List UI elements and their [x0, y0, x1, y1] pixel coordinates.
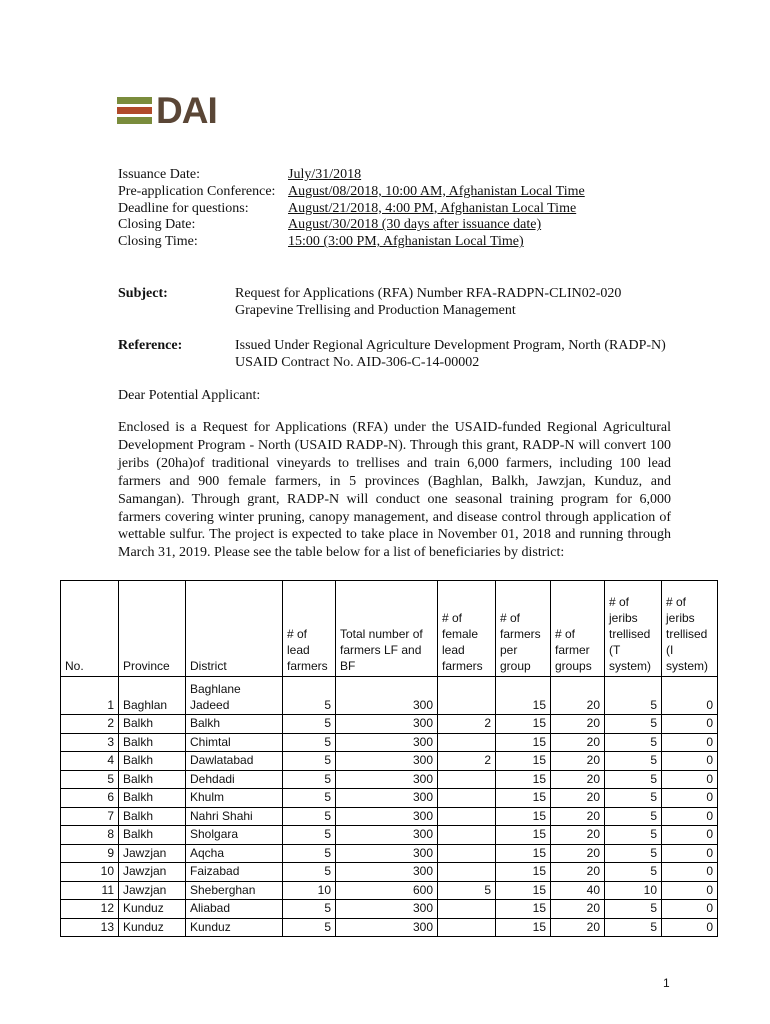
table-row [61, 826, 718, 845]
closing-date-value: August/30/2018 (30 days after issuance date) [288, 217, 542, 233]
cell-district: Nahri Shahi [186, 807, 283, 826]
cell-farmer-groups: 20 [551, 789, 605, 808]
table-row [61, 733, 718, 752]
cell-total-farmers: 300 [336, 844, 438, 863]
cell-lead-farmers: 5 [283, 918, 336, 937]
cell-no: 5 [61, 770, 119, 789]
cell-province: Balkh [119, 752, 186, 771]
header-farmer-groups: # of farmer groups [551, 581, 605, 677]
cell-jeribs-i: 0 [662, 918, 718, 937]
cell-female-lead [438, 918, 496, 937]
reference-label: Reference: [118, 338, 183, 353]
logo-bar-green-bottom [117, 117, 152, 124]
cell-farmer-groups: 40 [551, 881, 605, 900]
cell-district: Dawlatabad [186, 752, 283, 771]
cell-jeribs-i: 0 [662, 752, 718, 771]
cell-total-farmers: 300 [336, 863, 438, 882]
salutation: Dear Potential Applicant: [118, 388, 261, 403]
table-row [61, 715, 718, 734]
table-row [61, 844, 718, 863]
cell-jeribs-i: 0 [662, 844, 718, 863]
cell-lead-farmers: 5 [283, 715, 336, 734]
cell-farmers-per-group: 15 [496, 770, 551, 789]
cell-district: Faizabad [186, 863, 283, 882]
subject-label: Subject: [118, 286, 168, 301]
issuance-date-row [118, 167, 585, 184]
cell-jeribs-t: 5 [605, 918, 662, 937]
cell-district: Aqcha [186, 844, 283, 863]
cell-farmers-per-group: 15 [496, 715, 551, 734]
cell-farmers-per-group: 15 [496, 844, 551, 863]
cell-jeribs-t: 5 [605, 770, 662, 789]
issuance-date-label: Issuance Date: [118, 167, 201, 182]
cell-farmer-groups: 20 [551, 677, 605, 715]
issuance-date-value: July/31/2018 [288, 167, 362, 182]
cell-lead-farmers: 5 [283, 826, 336, 845]
body-paragraph: Enclosed is a Request for Applications (RFA) under the USAID-funded Regional Agricultural Development Program - North (USAID RADP-N). Through this grant, RADP-N will convert 100 jeribs (20ha)of traditional vineyards to trellises and train 6,000 farmers, including 100 lead farmers and 900 female farmers, in 5 provinces (Baghlan, Balkh, Jawzjan, Kunduz, and Samangan). Through grant, RADP-N will conduct one seasonal training program for 6,000 farmers covering winter pruning, canopy management, and disease control through application of wettable sulfur. The project is expected to take place in November 01, 2018 and running through March 31, 2019. Please see the table below for a list of beneficiaries by district: [118, 420, 671, 561]
header-female-lead: # of female lead farmers [438, 581, 496, 677]
cell-province: Kunduz [119, 900, 186, 919]
beneficiaries-table [60, 580, 718, 937]
table-row [61, 789, 718, 808]
cell-total-farmers: 300 [336, 770, 438, 789]
cell-jeribs-t: 10 [605, 881, 662, 900]
header-no: No. [61, 581, 119, 677]
cell-farmers-per-group: 15 [496, 752, 551, 771]
subject-text [235, 285, 621, 319]
header-total-farmers: Total number of farmers LF and BF [336, 581, 438, 677]
cell-farmer-groups: 20 [551, 770, 605, 789]
cell-lead-farmers: 5 [283, 844, 336, 863]
cell-jeribs-i: 0 [662, 863, 718, 882]
cell-jeribs-t: 5 [605, 677, 662, 715]
cell-female-lead [438, 677, 496, 715]
cell-district: Aliabad [186, 900, 283, 919]
cell-province: Balkh [119, 733, 186, 752]
cell-farmer-groups: 20 [551, 826, 605, 845]
deadline-questions-value: August/21/2018, 4:00 PM, Afghanistan Local Time [288, 200, 577, 216]
table-row [61, 677, 718, 715]
cell-jeribs-i: 0 [662, 733, 718, 752]
cell-farmers-per-group: 15 [496, 789, 551, 808]
cell-no: 11 [61, 881, 119, 900]
cell-female-lead [438, 770, 496, 789]
cell-female-lead [438, 789, 496, 808]
cell-jeribs-i: 0 [662, 900, 718, 919]
closing-date-row [118, 217, 585, 234]
cell-farmer-groups: 20 [551, 918, 605, 937]
cell-province: Jawzjan [119, 881, 186, 900]
pre-application-value: August/08/2018, 10:00 AM, Afghanistan Local Time [288, 183, 585, 199]
cell-jeribs-t: 5 [605, 863, 662, 882]
cell-district: Chimtal [186, 733, 283, 752]
cell-district: Baghlane Jadeed [186, 677, 283, 715]
subject-block [118, 285, 621, 319]
cell-lead-farmers: 5 [283, 789, 336, 808]
cell-female-lead [438, 733, 496, 752]
cell-jeribs-t: 5 [605, 789, 662, 808]
cell-jeribs-i: 0 [662, 826, 718, 845]
cell-province: Kunduz [119, 918, 186, 937]
cell-no: 9 [61, 844, 119, 863]
cell-farmer-groups: 20 [551, 752, 605, 771]
cell-jeribs-t: 5 [605, 807, 662, 826]
cell-farmers-per-group: 15 [496, 918, 551, 937]
cell-province: Balkh [119, 789, 186, 808]
cell-farmers-per-group: 15 [496, 807, 551, 826]
closing-time-row [118, 234, 585, 251]
header-district: District [186, 581, 283, 677]
cell-female-lead [438, 826, 496, 845]
cell-farmers-per-group: 15 [496, 881, 551, 900]
cell-farmers-per-group: 15 [496, 677, 551, 715]
cell-no: 6 [61, 789, 119, 808]
cell-jeribs-i: 0 [662, 881, 718, 900]
cell-no: 1 [61, 677, 119, 715]
cell-jeribs-i: 0 [662, 789, 718, 808]
cell-jeribs-t: 5 [605, 900, 662, 919]
cell-district: Sholgara [186, 826, 283, 845]
header-lead-farmers: # of lead farmers [283, 581, 336, 677]
cell-total-farmers: 300 [336, 789, 438, 808]
cell-total-farmers: 300 [336, 733, 438, 752]
table-header-row [61, 581, 718, 677]
deadline-questions-row [118, 201, 585, 218]
cell-district: Khulm [186, 789, 283, 808]
logo-bar-red [117, 107, 152, 114]
cell-total-farmers: 300 [336, 826, 438, 845]
cell-jeribs-i: 0 [662, 770, 718, 789]
cell-farmers-per-group: 15 [496, 900, 551, 919]
cell-jeribs-t: 5 [605, 733, 662, 752]
cell-lead-farmers: 10 [283, 881, 336, 900]
cell-jeribs-t: 5 [605, 826, 662, 845]
cell-total-farmers: 600 [336, 881, 438, 900]
cell-jeribs-t: 5 [605, 844, 662, 863]
cell-province: Baghlan [119, 677, 186, 715]
cell-farmers-per-group: 15 [496, 826, 551, 845]
cell-total-farmers: 300 [336, 715, 438, 734]
cell-farmers-per-group: 15 [496, 733, 551, 752]
cell-province: Balkh [119, 807, 186, 826]
cell-jeribs-i: 0 [662, 715, 718, 734]
cell-female-lead [438, 807, 496, 826]
cell-no: 7 [61, 807, 119, 826]
table-row [61, 863, 718, 882]
cell-farmer-groups: 20 [551, 844, 605, 863]
table-row [61, 770, 718, 789]
subject-line-1: Request for Applications (RFA) Number RFA-RADPN-CLIN02-020 [235, 286, 622, 301]
reference-block [118, 337, 666, 371]
cell-farmer-groups: 20 [551, 900, 605, 919]
cell-district: Balkh [186, 715, 283, 734]
header-farmers-per-group: # of farmers per group [496, 581, 551, 677]
cell-jeribs-t: 5 [605, 752, 662, 771]
cell-total-farmers: 300 [336, 918, 438, 937]
cell-lead-farmers: 5 [283, 752, 336, 771]
closing-date-label: Closing Date: [118, 217, 196, 233]
table-row [61, 807, 718, 826]
reference-line-2: USAID Contract No. AID-306-C-14-00002 [235, 355, 480, 370]
table-row [61, 918, 718, 937]
cell-no: 10 [61, 863, 119, 882]
cell-lead-farmers: 5 [283, 677, 336, 715]
page-number: 1 [663, 976, 670, 990]
cell-female-lead: 5 [438, 881, 496, 900]
cell-female-lead [438, 863, 496, 882]
header-jeribs-t: # of jeribs trellised (T system) [605, 581, 662, 677]
cell-lead-farmers: 5 [283, 807, 336, 826]
cell-total-farmers: 300 [336, 807, 438, 826]
subject-line-2: Grapevine Trellising and Production Management [235, 303, 516, 318]
cell-no: 4 [61, 752, 119, 771]
cell-no: 8 [61, 826, 119, 845]
reference-text [235, 337, 666, 371]
cell-farmers-per-group: 15 [496, 863, 551, 882]
cell-no: 12 [61, 900, 119, 919]
cell-farmer-groups: 20 [551, 715, 605, 734]
header-jeribs-i: # of jeribs trellised (I system) [662, 581, 718, 677]
cell-district: Dehdadi [186, 770, 283, 789]
cell-farmer-groups: 20 [551, 807, 605, 826]
reference-line-1: Issued Under Regional Agriculture Development Program, North (RADP-N) [235, 338, 666, 353]
cell-no: 3 [61, 733, 119, 752]
logo-bars [117, 97, 152, 127]
cell-jeribs-i: 0 [662, 807, 718, 826]
closing-time-value: 15:00 (3:00 PM, Afghanistan Local Time) [288, 234, 524, 250]
cell-female-lead: 2 [438, 752, 496, 771]
cell-total-farmers: 300 [336, 752, 438, 771]
cell-lead-farmers: 5 [283, 770, 336, 789]
cell-jeribs-t: 5 [605, 715, 662, 734]
cell-province: Balkh [119, 770, 186, 789]
cell-district: Sheberghan [186, 881, 283, 900]
cell-total-farmers: 300 [336, 677, 438, 715]
cell-farmer-groups: 20 [551, 733, 605, 752]
cell-no: 13 [61, 918, 119, 937]
cell-province: Balkh [119, 715, 186, 734]
cell-province: Jawzjan [119, 863, 186, 882]
table-row [61, 900, 718, 919]
pre-application-label: Pre-application Conference: [118, 183, 276, 199]
cell-female-lead: 2 [438, 715, 496, 734]
logo-bar-green-top [117, 97, 152, 104]
cell-lead-farmers: 5 [283, 733, 336, 752]
cell-female-lead [438, 900, 496, 919]
cell-lead-farmers: 5 [283, 900, 336, 919]
cell-female-lead [438, 844, 496, 863]
cell-jeribs-i: 0 [662, 677, 718, 715]
cell-district: Kunduz [186, 918, 283, 937]
header-province: Province [119, 581, 186, 677]
logo-text: DAI [156, 90, 217, 131]
cell-province: Jawzjan [119, 844, 186, 863]
pre-application-row [118, 184, 585, 201]
dai-logo [117, 90, 229, 131]
deadline-questions-label: Deadline for questions: [118, 200, 249, 216]
table-row [61, 752, 718, 771]
closing-time-label: Closing Time: [118, 234, 198, 250]
issuance-details [118, 167, 585, 251]
cell-farmer-groups: 20 [551, 863, 605, 882]
cell-total-farmers: 300 [336, 900, 438, 919]
table-row [61, 881, 718, 900]
cell-lead-farmers: 5 [283, 863, 336, 882]
cell-province: Balkh [119, 826, 186, 845]
cell-no: 2 [61, 715, 119, 734]
